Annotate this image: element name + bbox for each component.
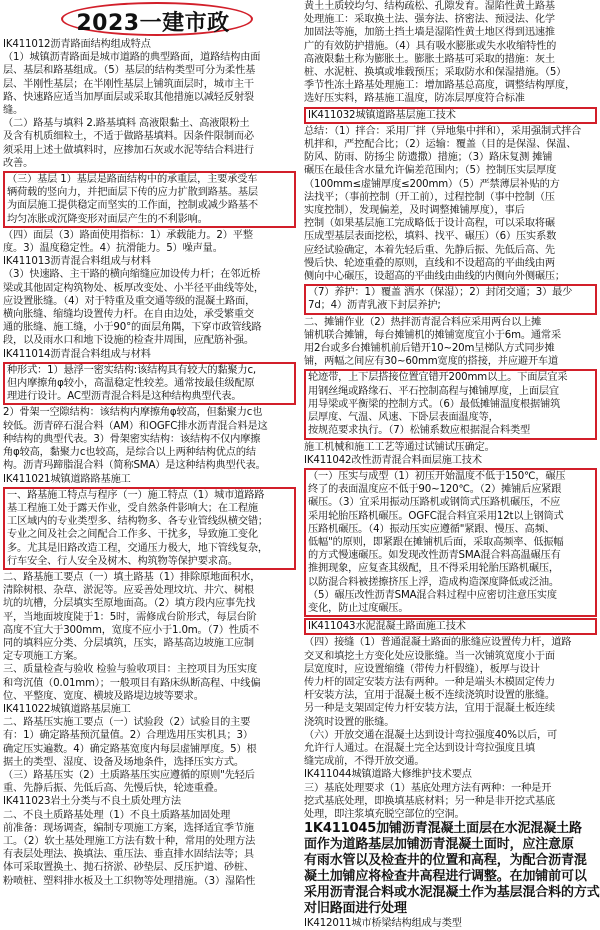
text-line: （1）城镇沥青路面是城市道路的典型路面，道路结构由面	[3, 52, 261, 64]
text-line: 控制（如果基层施工完成略低于设计高程，可以采取将碾	[304, 218, 555, 230]
text-line: 通的胀缝、施工缝，小于90°的面层角隅，下穿市政管线路	[3, 322, 262, 334]
text-line: 层、半刚性基层；在半刚性基层上铺筑面层时，城市主干	[3, 78, 254, 90]
text-line: （100mm≤虚铺厚度≤200mm）（5）严禁薄层补贴的方	[304, 178, 560, 190]
text-line: IK411012沥青路面结构组成特点	[3, 39, 151, 50]
text-line: 粉喷桩、塑料排水板及土工织物等处理措施。（3）湿陷性	[3, 875, 256, 887]
highlighted-section	[3, 171, 296, 228]
text-line: 专业之间及社会之间配合工作多、干扰多，导致施工变化	[7, 529, 258, 541]
text-line: 选好压实料，路基施工温度，防冻层厚度符合标准	[304, 93, 525, 105]
text-line: 二、不良土质路基处理（1）不良土质路基加固处理	[3, 809, 231, 821]
text-line: 低幅"的原则，即紧跟在摊铺机后面，采取高频率、低振幅	[308, 536, 564, 548]
text-line: 改善。	[3, 157, 34, 169]
text-section	[3, 229, 296, 361]
title-area	[3, 0, 296, 38]
text-line: 应经试验确定，本着先轻后重、先静后振、先低后高、先	[304, 244, 555, 256]
text-line: 构。沥青玛蹄脂混合料（简称SMA）是这种结构典型代表。	[3, 460, 266, 472]
highlighted-section	[304, 284, 597, 314]
text-line: （六）开放交通在混凝土达到设计弯拉强度40%以后，可	[304, 729, 558, 741]
text-line: 季节性冻土路基处理施工：增加路基总高度，调整结构厚度，	[304, 80, 576, 92]
text-line: 有：1）确定路基预沉量值。2）合理选用压实机具；3）	[3, 730, 253, 742]
text-line: 轮迹带，上下层搭接位置宜错开200mm以上。下面层宜采	[308, 372, 568, 384]
text-line: 推拥现象，应复查其级配，且不得采用轮胎压路机碾压，	[308, 563, 559, 575]
text-line: 用2台或多台摊铺机前后错开10~20m呈梯队方式同步摊	[304, 343, 555, 355]
text-line: 黄土土质较均匀、结构疏松、孔隙发育。湿陷性黄土路基	[304, 1, 555, 12]
text-section	[3, 38, 296, 117]
text-line: 总结：（1）拌合：采用厂拌（异地集中拌和），采用强制式拌合	[304, 125, 582, 137]
text-line: IK411022城镇道路基层施工	[3, 703, 131, 715]
text-line: 用钢丝绳或路缘石、平石控制高程与摊铺厚度，上面层宜	[308, 385, 559, 397]
text-line: IK411042改性沥青混合料面层施工技术	[304, 454, 482, 466]
text-line: 按规范要求执行。（7）松铺系数应根据混合料类型	[308, 425, 531, 437]
text-line: 允许行人通过。在混凝土完全达到设计弯拉强度且填	[304, 742, 535, 754]
text-line: 二、路基压实施工要点（一）试验段（2）试验目的主要	[3, 717, 251, 729]
text-section	[3, 117, 296, 170]
highlighted-section	[304, 468, 597, 617]
text-line: IK411013沥青混合料组成与材料	[3, 256, 151, 268]
text-line: 压成型基层表面挖松，填料、找平、碾压）（6）压实系数	[304, 231, 557, 243]
text-line: 须采用上述土做填料时，应掺加石灰或水泥等结合料进行	[3, 144, 254, 156]
highlighted-section	[304, 369, 597, 439]
page-title: 2023一建市政	[76, 11, 230, 36]
text-line: 采用沥青混合料或水泥混凝土作为基层混合料的方式	[304, 885, 600, 901]
highlighted-section	[304, 107, 597, 124]
text-line: IK411023岩土分类与不良土质处理方法	[3, 796, 181, 808]
text-line: 浇筑时设置的胀缝。	[304, 716, 395, 728]
text-line: 同的填料应分类、分层填筑，压实，路基高边坡施工应制	[3, 637, 254, 649]
text-line: 应设置胀缝。（4）对于特重及重交通等级的混凝土路面，	[3, 295, 256, 307]
text-line: 定专项施工方案。	[3, 651, 84, 663]
text-line: 处理施工：采取换土法、强夯法、挤密法、预浸法、化学	[304, 14, 555, 26]
text-line: 终了的表面温度应不低于90~120℃。（2）摊铺后应紧跟	[308, 484, 562, 496]
text-line: 对旧路面进行处理	[304, 901, 407, 917]
text-line: 度。3）温度稳定性。4）抗滑能力。5）噪声量。	[3, 243, 223, 255]
text-line: IK411032城镇道路基层施工技术	[308, 109, 456, 121]
text-line: 角φ较高，黏聚力c也较高，是综合以上两种结构优点的结	[3, 447, 256, 459]
text-line: 一、路基施工特点与程序（一）施工特点（1）城市道路路	[7, 489, 265, 501]
text-line: （一）压实与成型（1）初压开始温度不低于150℃，碾压	[308, 470, 566, 482]
right-column	[304, 0, 600, 930]
highlighted-section	[3, 487, 296, 570]
text-line: 实度控制），发现偏差，及时调整摊铺厚度），事后	[304, 205, 525, 217]
text-line: 均匀冻胀或沉降变形对面层产生的不利影响。	[7, 213, 208, 225]
text-line: 交叉和填挖土方变化处应设胀缝。当一次铺筑宽度小于面	[304, 650, 555, 662]
text-line: 位、平整度、宽度、横坡及路堤边坡等要求。	[3, 690, 204, 702]
text-line: IK411014沥青混合料组成与材料	[3, 348, 151, 360]
text-line: 段，以及雨水口和地下设施的检查井周围，应配筋补强。	[3, 335, 254, 347]
left-column	[3, 0, 296, 887]
text-line: 施工机械和施工工艺等通过试铺试压确定。	[304, 441, 495, 453]
text-line: （四）面层（3）路面使用指标：1）承载能力。2）平整	[3, 229, 253, 241]
text-line: 1K411045加铺沥青混凝土面层在水泥混凝土路	[304, 821, 582, 837]
highlighted-section	[3, 362, 296, 406]
text-line: 工区域内的专业类型多、结构物多、各专业管线纵横交错；	[7, 516, 268, 528]
text-line: 7d；4）沥青乳液下封层养护;	[308, 300, 441, 312]
text-line: 和弯沉值（0.01mm）；一般项目有路床纵断高程、中线偏	[3, 677, 261, 689]
text-line: 以防混合料被搓擦挤压上浮，造成构造深度降低或泛油。	[308, 576, 559, 588]
text-line: IK412011城市桥梁结构组成与类型	[304, 918, 462, 930]
text-line: 及含有机质细粒土，不适于做路基填料。因条件限制而必	[3, 131, 254, 143]
text-line: 较低。沥青碎石混合料（AM）和OGFC排水沥青混合料是这	[3, 420, 268, 432]
text-line: 二、摊铺作业（2）热拌沥青混合料应采用两台以上摊	[304, 316, 542, 328]
text-line: 2）骨架一空隙结构：该结构内摩擦角φ较高，但黏聚力c也	[3, 407, 263, 419]
text-line: 有表层处理法、换填法、重压法、垂直排水固结法等；具	[3, 849, 254, 861]
text-line: （三）路基压实（2）土质路基压实应遵循的原则"先轻后	[3, 769, 255, 781]
text-line: 压路机碾压。（4）振动压实应遵循"紧跟、慢压、高频、	[308, 523, 555, 535]
text-line: 辆荷载的竖向力，并把面层下传的应力扩散到路基。基层	[7, 187, 258, 199]
text-section	[304, 917, 597, 930]
text-line: （二）路基与填料 2.路基填料 高液限黏土、高液限粉土	[3, 118, 250, 130]
text-line: 杆安装方法，宜用于混凝土板不连续浇筑时设置的胀缝。	[304, 690, 555, 702]
text-line: 基工程施工处于露天作业，受自然条件影响大；在工程施	[7, 502, 258, 514]
text-line: 高度不宜大于300mm，宽度不应小于1.0m。（7）性质不	[3, 624, 260, 636]
text-line: 侧向中心碾压，设超高的平曲线由曲线的内侧向外侧碾压；	[304, 271, 565, 283]
text-line: 为面层施工提供稳定而坚实的工作面，控制或减少路基不	[7, 200, 258, 212]
text-line: 重、先静后振、先低后高、先慢后快，轮迹重叠。	[3, 783, 224, 795]
left-column-text	[3, 38, 296, 888]
text-line: 传力杆的固定安装方法有两种。一种是端头木模固定传力	[304, 676, 555, 688]
text-line: 确定压实遍数。4）确定路基宽度内每层虚铺厚度。5）根	[3, 743, 257, 755]
text-line: 横向胀缝、缩缝均设置传力杆。在自由边处，承受繁重交	[3, 309, 254, 321]
text-line: 铺机联合摊铺，每台摊铺机的摊铺宽度宜小于6m。通常采	[304, 329, 562, 341]
text-line: 据土的类型、湿度、设备及场地条件，选择压实方式。	[3, 756, 244, 768]
text-line: 种形式：1）悬浮一密实结构:该结构具有较大的黏聚力c,	[7, 364, 257, 376]
text-line: IK411021城镇道路路基施工	[3, 473, 131, 485]
text-line: 清除树根、杂草、淤泥等。应妥善处理坟坑、井穴、树根	[3, 585, 254, 597]
text-line: 种结构的典型代表。3）骨架密实结构：该结构不仅内摩擦	[3, 433, 261, 445]
text-line: 变化，防止过度碾压。	[308, 602, 409, 614]
text-line: 缝。	[3, 105, 24, 117]
text-line: 慢后快、轮迹重叠的原则，直线和不设超高的平曲线由两	[304, 257, 555, 269]
text-line: 层、基层和路基组成。（5）基层的结构类型可分为柔性基	[3, 65, 256, 77]
text-line: 平，当地面坡度陡于1：5时，需修成台阶形式，每层台阶	[3, 611, 257, 623]
text-line: 碾压。（3）宜采用振动压路机或钢筒式压路机碾压，不应	[308, 497, 561, 509]
text-section	[304, 636, 597, 821]
text-section	[304, 821, 600, 917]
text-line: 但内摩擦角φ较小，高温稳定性较差。通常按最佳级配原	[7, 378, 255, 390]
text-line: 铺，两幅之间应有30~60mm宽度的搭接，并应避开车道	[304, 356, 559, 368]
text-line: 法找平；（事前控制（开工前），过程控制（事中控制（压	[304, 191, 555, 203]
text-line: 加固法等施，加筋土挡土墙是湿陷性黄土地区得到迅速推	[304, 27, 555, 39]
text-line: 三、质量检查与验收 检验与验收项目：主控项目为压实度	[3, 664, 258, 676]
text-section	[304, 125, 597, 283]
text-line: 挖式基底处理，即换填基底材料；另一种是非开挖式基底	[304, 795, 555, 807]
text-line: 层宽度时，应设置缩缝（带传力杆假缝），板厚与设计	[304, 663, 540, 675]
text-section	[3, 406, 296, 485]
text-line: 有雨水管以及检查井的位置和高程，为配合沥青混	[304, 853, 587, 869]
text-line: 广的有效防护措施。（4）具有吸水膨胀或失水收缩特性的	[304, 40, 557, 52]
right-column-text	[304, 0, 600, 930]
text-section	[3, 571, 296, 888]
text-line: 凝土加铺应将检查井高程进行调整。在加铺前可以	[304, 869, 587, 885]
text-line: 用导梁或平衡梁的控制方式。（6）最低摊铺温度根据铺筑	[308, 398, 561, 410]
text-line: 层厚度、气温、风速、下卧层表面温度等，	[308, 412, 499, 424]
text-line: 坑的坑槽，分层填实至原地面高。（2）填方段内应事先找	[3, 598, 256, 610]
text-line: IK411043水泥混凝土路面施工技术	[308, 621, 466, 633]
text-line: （5）碾压改性沥青SMA混合料过程中应密切注意压实度	[308, 589, 557, 601]
text-line: 缝完成前，不得开放交通。	[304, 756, 425, 768]
text-section	[304, 316, 597, 369]
highlighted-section	[304, 618, 597, 635]
text-section	[304, 441, 597, 467]
text-line: 体可采取置换土、抛石挤淤、砂垫层、反压护道、砂桩、	[3, 862, 254, 874]
text-line: 路、快速路应适当加厚面层或采取其他措施以减轻反射裂	[3, 91, 254, 103]
text-line: 采用轮胎压路机碾压。OGFC混合料宜采用12t以上钢筒式	[308, 510, 564, 522]
text-line: 行车安全、行人安全及树木、构筑物等保护要求高。	[7, 555, 238, 567]
text-line: 高液限黏土称为膨胀土。膨胀土路基可采取的措施：灰土	[304, 53, 555, 65]
text-line: IK411044城镇道路大修维护技术要点	[304, 769, 472, 781]
text-line: 的方式慢速碾压。如发现改性沥青SMA混合料高温碾压有	[308, 550, 561, 562]
text-section	[304, 0, 597, 106]
text-line: （3）快速路、主干路的横向缩缝应加设传力杆；在邻近桥	[3, 269, 261, 281]
text-line: 碾压在最佳含水量允许偏差范围内；（5）控制压实层厚度	[304, 165, 557, 177]
text-line: 三）基底处理要求（1）基底处理方法有两种：一种是开	[304, 782, 552, 794]
text-line: 理进行设计。AC型沥青混合料是这种结构典型代表。	[7, 391, 242, 403]
text-line: 桩、水泥桩、换填或堆载预压；采取防水和保湿措施。（5）	[304, 67, 567, 79]
text-line: 处理，即注浆填充脱空部位的空洞。	[304, 808, 465, 820]
text-line: 多。尤其是旧路改造工程，交通压力极大，地下管线复杂，	[7, 542, 268, 554]
text-line: 工。（2）软土基处理施工方法有数十种，常用的处理方法	[3, 835, 256, 847]
text-line: （四）接缝（1）普通混凝土路面的胀缝应设置传力杆，道路	[304, 637, 572, 649]
text-line: 二、路基施工要点（一）填土路基（1）排除原地面积水，	[3, 571, 261, 583]
text-line: 防风、防雨、防扬尘 防遗撒）措施；（3）路床复测 摊铺	[304, 152, 553, 164]
text-line: （7）养护：1）覆盖 洒水（保湿）；2）封闭交通；3）最少	[308, 287, 573, 299]
text-line: 梁或其他固定构筑物处、板厚改变处、小半径平曲线等处，	[3, 282, 264, 294]
text-line: 机拌和，严控配合比；（2）运输：覆盖（目的是保湿、保温、	[304, 139, 577, 151]
text-line: 另一种是支架固定传力杆安装方法，宜用于混凝土板连续	[304, 703, 555, 715]
text-line: 前准备：现场调查，编制专项施工方案，选择适宜季节施	[3, 822, 254, 834]
text-line: 面作为道路基层加铺沥青混凝土面时，应注意原	[304, 837, 574, 853]
text-line: （三）基层 1）基层是路面结构中的承重层，主要承受车	[7, 174, 258, 186]
